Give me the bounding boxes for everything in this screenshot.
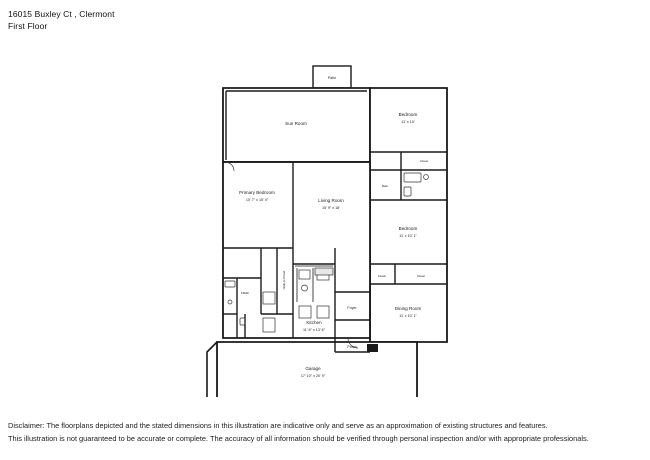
label-bedroom-1: Bedroom xyxy=(398,112,418,117)
label-dining-room-dim: 11' x 10' 1" xyxy=(399,314,417,318)
label-primary-bedroom-dim: 10' 7" x 15' 4" xyxy=(245,198,269,202)
kitchen-island xyxy=(315,268,333,275)
label-walk-in-closet: Walk-In Closet xyxy=(282,270,286,290)
label-living-room: Living Room xyxy=(318,198,344,203)
property-address: 16015 Buxley Ct , Clermont xyxy=(8,9,115,19)
label-sun-room: Sun Room xyxy=(285,121,307,126)
label-garage: Garage xyxy=(305,366,321,371)
label-dining-room: Dining Room xyxy=(394,306,422,311)
label-patio: Patio xyxy=(327,76,337,80)
disclaimer-line-1: Disclaimer: The floorplans depicted and the stated dimensions in this illustration are indicative only and serve as an approximation of existing structures and features. xyxy=(8,421,548,431)
disclaimer-block xyxy=(8,420,628,446)
garage-door-marker xyxy=(367,344,378,352)
right-wing-outline xyxy=(370,88,447,342)
label-primary-bedroom: Primary Bedroom xyxy=(239,190,275,195)
page-header xyxy=(8,8,115,33)
label-living-room-dim: 15' 9" x 18' xyxy=(322,206,340,210)
label-closet-2: Closet xyxy=(377,274,387,278)
disclaimer-line-2: This illustration is not guaranteed to be accurate or complete. The accuracy of all information should be verified through personal inspection and/or with appropriate professionals. xyxy=(8,434,589,444)
label-porch: Porch xyxy=(347,345,357,349)
label-bedroom-1-dim: 11' x 10' xyxy=(401,120,415,124)
left-main-outline xyxy=(223,162,370,338)
label-foyer: Foyer xyxy=(347,306,357,310)
garage-corner-clip xyxy=(207,342,217,397)
label-kitchen: Kitchen xyxy=(306,320,322,325)
floor-label: First Floor xyxy=(8,21,48,32)
label-bedroom-2-dim: 11' x 10' 1" xyxy=(399,234,417,238)
label-kitchen-dim: 11' 6" x 13' 6" xyxy=(303,328,325,332)
label-full-bath: F.Bath xyxy=(240,291,250,295)
label-garage-dim: 17' 10" x 20' 9" xyxy=(300,374,326,378)
floorplan-drawing xyxy=(195,52,495,397)
label-bath: Bath xyxy=(382,184,388,188)
label-bedroom-2: Bedroom xyxy=(398,226,418,231)
label-closet-1: Closet xyxy=(419,159,429,163)
label-closet-3: Closet xyxy=(416,274,426,278)
